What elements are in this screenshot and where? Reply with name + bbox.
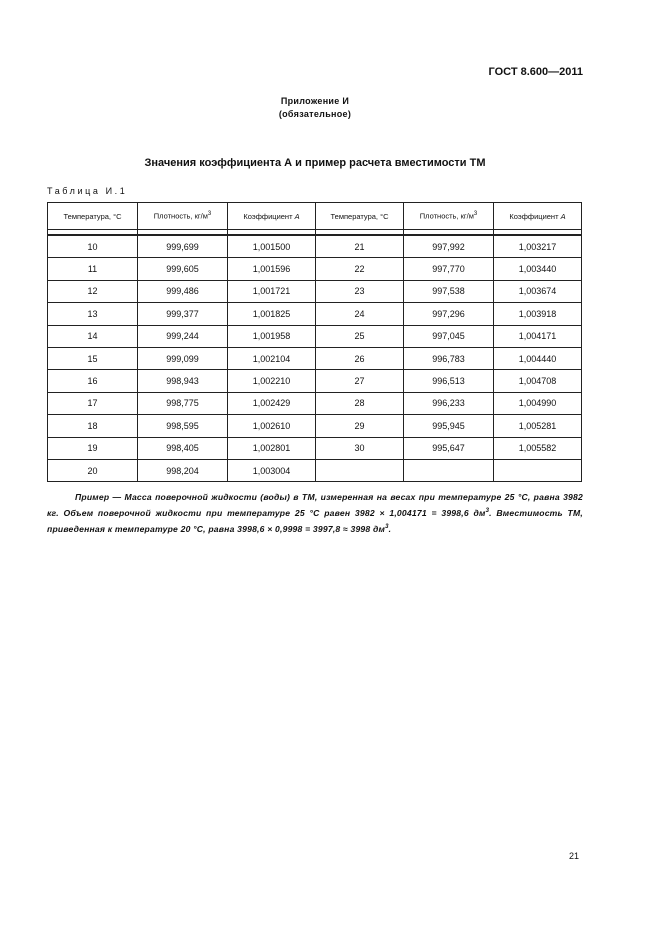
table-cell: 1,003440 [494, 258, 582, 280]
table-cell: 1,002429 [228, 392, 316, 414]
table-cell: 998,595 [138, 415, 228, 437]
table-cell: 1,002104 [228, 347, 316, 369]
table-cell: 1,001721 [228, 280, 316, 302]
table-cell: 28 [316, 392, 404, 414]
table-cell: 15 [48, 347, 138, 369]
table-cell: 997,296 [404, 303, 494, 325]
header-coefficient: Коэффициент А [228, 203, 316, 230]
table-row [48, 303, 582, 325]
table-cell: 23 [316, 280, 404, 302]
table-cell [316, 459, 404, 481]
table-cell: 1,005281 [494, 415, 582, 437]
table-cell [404, 459, 494, 481]
table-cell: 1,005582 [494, 437, 582, 459]
table-cell: 1,004708 [494, 370, 582, 392]
table-cell: 998,943 [138, 370, 228, 392]
table-row [48, 235, 582, 258]
table-cell: 1,001596 [228, 258, 316, 280]
table-cell: 1,002210 [228, 370, 316, 392]
table-cell: 26 [316, 347, 404, 369]
table-cell: 1,003217 [494, 235, 582, 258]
header-temperature: Температура, °С [316, 203, 404, 230]
table-cell: 999,099 [138, 347, 228, 369]
appendix-title: Приложение И [280, 96, 350, 106]
table-cell: 996,513 [404, 370, 494, 392]
table-cell: 1,004990 [494, 392, 582, 414]
table-cell: 13 [48, 303, 138, 325]
table-cell: 25 [316, 325, 404, 347]
header-coefficient: Коэффициент А [494, 203, 582, 230]
table-cell: 12 [48, 280, 138, 302]
header-density: Плотность, $кг/м^3$ [404, 203, 494, 230]
table-row [48, 280, 582, 302]
header-temperature: Температура, °С [48, 203, 138, 230]
table-cell: 1,001958 [228, 325, 316, 347]
table-cell: 1,004171 [494, 325, 582, 347]
table-cell: 999,244 [138, 325, 228, 347]
table-cell: 997,045 [404, 325, 494, 347]
table-cell: 996,233 [404, 392, 494, 414]
standard-code: ГОСТ 8.600—2011 [488, 66, 583, 78]
table-cell: 1,001500 [228, 235, 316, 258]
table-row [48, 325, 582, 347]
table-cell: 10 [48, 235, 138, 258]
table-row [48, 347, 582, 369]
table-cell: 997,992 [404, 235, 494, 258]
table-cell: 29 [316, 415, 404, 437]
table-cell: 27 [316, 370, 404, 392]
table-cell: 996,783 [404, 347, 494, 369]
table-cell [494, 459, 582, 481]
page-number: 21 [568, 851, 579, 861]
table-row [48, 459, 582, 481]
table-cell: 998,775 [138, 392, 228, 414]
coefficient-table [47, 202, 582, 482]
table-row [48, 370, 582, 392]
table-cell: 24 [316, 303, 404, 325]
table-cell: 997,770 [404, 258, 494, 280]
table-cell: 998,204 [138, 459, 228, 481]
table-cell: 20 [48, 459, 138, 481]
table-cell: 16 [48, 370, 138, 392]
appendix-heading [0, 95, 630, 121]
table-cell: 21 [316, 235, 404, 258]
table-cell: 995,945 [404, 415, 494, 437]
table-cell: 1,003674 [494, 280, 582, 302]
table-cell: 22 [316, 258, 404, 280]
table-row [48, 258, 582, 280]
table-header-row [48, 203, 582, 230]
table-cell: 1,004440 [494, 347, 582, 369]
table-cell: 999,486 [138, 280, 228, 302]
table-cell: 997,538 [404, 280, 494, 302]
table-cell: 11 [48, 258, 138, 280]
table-cell: 17 [48, 392, 138, 414]
table-row [48, 415, 582, 437]
table-cell: 1,003918 [494, 303, 582, 325]
table-cell: 1,001825 [228, 303, 316, 325]
table-cell: 30 [316, 437, 404, 459]
example-note: Пример — Масса поверочной жидкости (воды) в ТМ, измеренная на весах при температуре 25 °С, равна 3982 кг. Объем поверочной жидкости при температуре 25 °С равен 3982 × 1,004171 = 3998,6 $дм^3$. Вместимость ТМ, приведенная к температуре 20 °С, равна 3998,6 × 0,9998 = 3997,8 ≈ 3998 $дм^3$. [47, 492, 583, 534]
section-title: Значения коэффициента А и пример расчета вместимости ТМ [144, 157, 486, 169]
table-cell: 995,647 [404, 437, 494, 459]
appendix-status: (обязательное) [278, 109, 352, 119]
table-cell: 19 [48, 437, 138, 459]
table-cell: 998,405 [138, 437, 228, 459]
header-density: Плотность, $кг/м^3$ [138, 203, 228, 230]
table-cell: 1,002610 [228, 415, 316, 437]
table-cell: 999,605 [138, 258, 228, 280]
table-cell: 14 [48, 325, 138, 347]
table-cell: 999,377 [138, 303, 228, 325]
table-cell: 1,002801 [228, 437, 316, 459]
table-cell: 18 [48, 415, 138, 437]
table-cell: 1,003004 [228, 459, 316, 481]
table-row [48, 437, 582, 459]
table-cell: 999,699 [138, 235, 228, 258]
table-label: Таблица И.1 [47, 186, 128, 196]
table-row [48, 392, 582, 414]
